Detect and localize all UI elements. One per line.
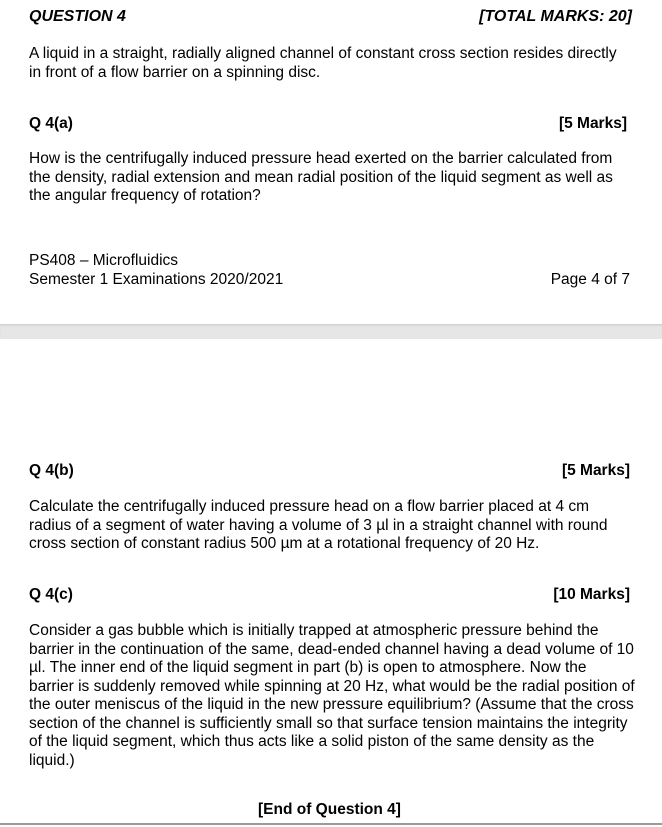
q4c-text: Consider a gas bubble which is initially trapped at atmospheric pressure behind the barrier in the continuation of the same, dead-ended channel having a dead volume of 10 µl. The inner end of the liquid segment in part (b) is open to atmosphere. Now the barrier is suddenly removed while spinning at 20 Hz, what would be the radial position of the outer meniscus of the liquid in the new pressure equilibrium? (Assume that the cross section of the channel is sufficiently small so that surface tension maintains the integrity of the liquid segment, which thus acts like a solid piston of the same density as the liquid.) [29,622,635,769]
q4b-marks: [5 Marks] [561,462,630,479]
q4b-label: Q 4(b) [29,462,74,479]
footer-course: PS408 – Microfluidics [29,252,179,269]
total-marks: [TOTAL MARKS: 20] [479,8,632,25]
footer-exam: Semester 1 Examinations 2020/2021 [29,271,284,288]
page-bottom-rule [0,823,662,825]
q4a-marks: [5 Marks] [558,115,627,132]
q4c-label: Q 4(c) [29,586,73,603]
page-separator [0,324,662,339]
q4c-marks: [10 Marks] [553,586,630,603]
footer-page-number: Page 4 of 7 [550,271,630,288]
q4a-text: How is the centrifugally induced pressure head exerted on the barrier calculated from the density, radial extension and mean radial position of the liquid segment as well as the angular frequency of rotation? [29,150,613,204]
question-intro: A liquid in a straight, radially aligned channel of constant cross section resides directly in front of a flow barrier on a spinning disc. [29,45,617,81]
end-of-question-marker: [End of Question 4] [258,801,401,818]
q4b-text: Calculate the centrifugally induced pressure head on a flow barrier placed at 4 cm radius of a segment of water having a volume of 3 µl in a straight channel with round cross section of constant radius 500 µm at a rotational frequency of 20 Hz. [29,498,608,552]
q4a-label: Q 4(a) [29,115,73,132]
question-title: QUESTION 4 [29,8,126,25]
